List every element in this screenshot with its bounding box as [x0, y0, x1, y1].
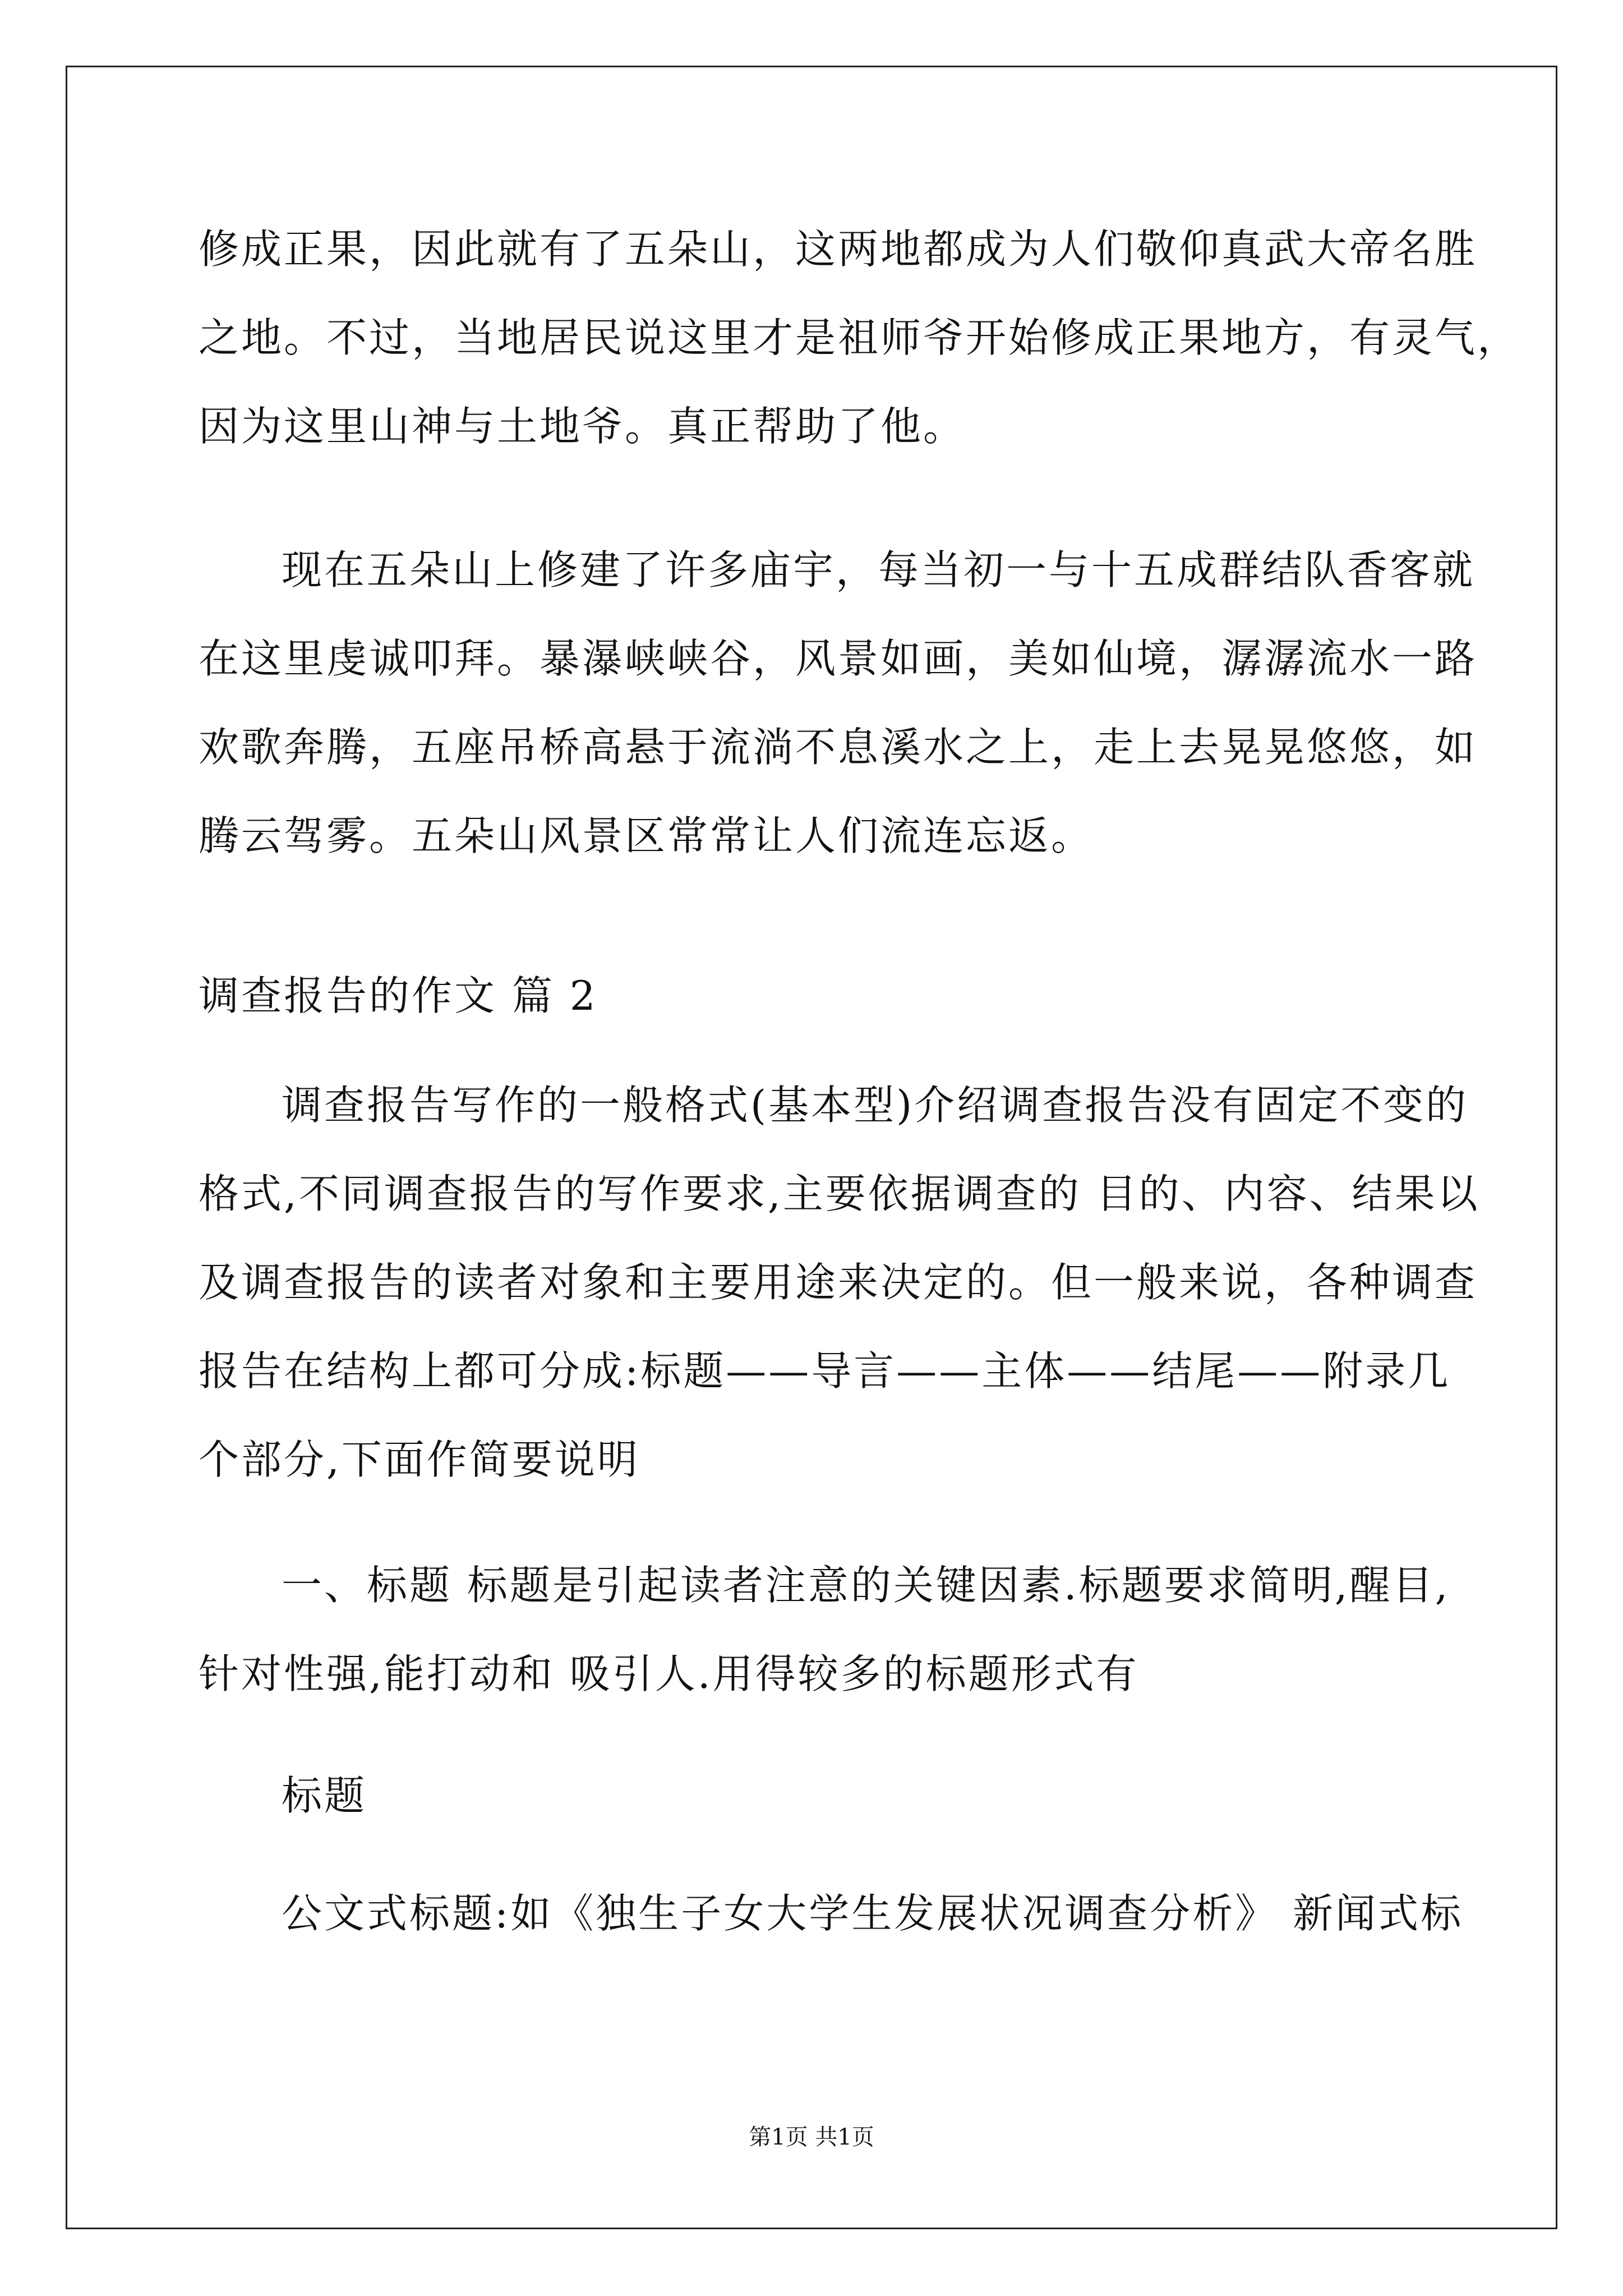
text-line: 现在五朵山上修建了许多庙宇，每当初一与十五成群结队香客就 — [282, 546, 1476, 593]
text-line: 针对性强,能打动和 吸引人.用得较多的标题形式有 — [199, 1650, 1139, 1697]
text-line: 一、标题 标题是引起读者注意的关键因素.标题要求简明,醒目, — [282, 1562, 1450, 1609]
text-line: 修成正果，因此就有了五朵山，这两地都成为人们敬仰真武大帝名胜 — [199, 226, 1478, 273]
text-line: 个部分,下面作简要说明 — [199, 1436, 640, 1483]
text-line: 格式,不同调查报告的写作要求,主要依据调查的 目的、内容、结果以 — [199, 1170, 1480, 1217]
text-line: 在这里虔诚叩拜。暴瀑峡峡谷，风景如画，美如仙境，潺潺流水一路 — [199, 635, 1478, 682]
text-line: 及调查报告的读者对象和主要用途来决定的。但一般来说，各种调查 — [199, 1259, 1478, 1306]
text-line: 腾云驾雾。五朵山风景区常常让人们流连忘返。 — [199, 812, 1094, 859]
text-line: 欢歌奔腾，五座吊桥高悬于流淌不息溪水之上，走上去晃晃悠悠，如 — [199, 724, 1478, 771]
section-heading: 调查报告的作文 篇 2 — [199, 972, 598, 1019]
text-line: 之地。不过，当地居民说这里才是祖师爷开始修成正果地方，有灵气， — [199, 314, 1520, 361]
text-line: 因为这里山神与土地爷。真正帮助了他。 — [199, 403, 966, 450]
page-footer: 第1页 共1页 — [749, 2124, 874, 2150]
text-line: 调查报告写作的一般格式(基本型)介绍调查报告没有固定不变的 — [282, 1082, 1469, 1129]
text-line: 公文式标题:如《独生子女大学生发展状况调查分析》 新闻式标 — [282, 1890, 1464, 1937]
text-line: 标题 — [282, 1772, 367, 1819]
text-line: 报告在结构上都可分成:标题——导言——主体——结尾——附录几 — [199, 1347, 1451, 1395]
